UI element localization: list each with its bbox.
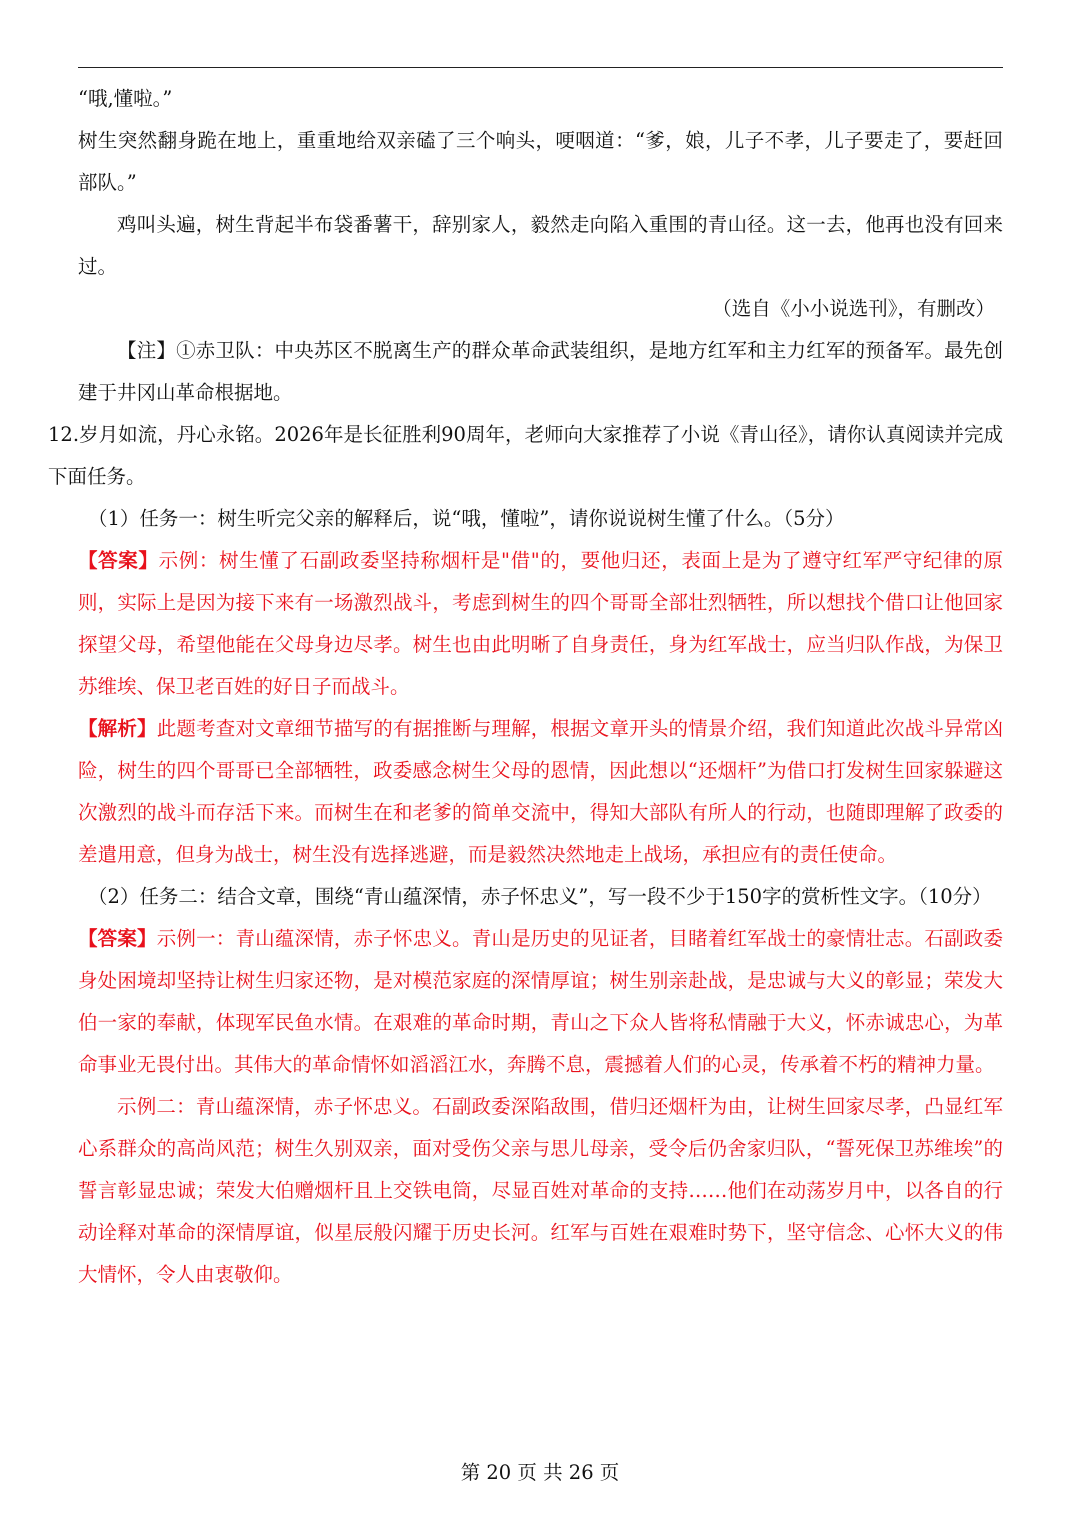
story-departure-paragraph: 鸡叫头遍，树生背起半布袋番薯干，辞别家人，毅然走向陷入重围的青山径。这一去，他再也没有回来过。: [78, 213, 1003, 278]
task-2-prompt: （2）任务二：结合文章，围绕“青山蕴深情，赤子怀忠义”，写一段不少于150字的赏析性文字。（10分）: [88, 885, 992, 908]
task-1-answer: [78, 540, 1003, 708]
page-body: [48, 78, 1003, 1296]
question-number: 12.: [48, 423, 80, 446]
story-source: （选自《小小说选刊》，有删改）: [712, 297, 995, 320]
task-2-answer-example-1: [78, 918, 1003, 1086]
task-2-answer-example-2: 示例二：青山蕴深情，赤子怀忠义。石副政委深陷敌围，借归还烟杆为由，让树生回家尽孝，凸显红军心系群众的高尚风范；树生久别双亲，面对受伤父亲与思儿母亲，受令后仍舍家归队，“誓死保卫苏维埃”的誓言彰显忠诚；荣发大伯赠烟杆且上交铁电筒，尽显百姓对革命的支持……他们在动荡岁月中，以各自的行动诠释对革命的深情厚谊，似星辰般闪耀于历史长河。红军与百姓在艰难时势下，坚守信念、心怀大义的伟大情怀，令人由衷敬仰。: [78, 1095, 1003, 1286]
story-note: 【注】①赤卫队：中央苏区不脱离生产的群众革命武装组织，是地方红军和主力红军的预备军。最先创建于井冈山革命根据地。: [78, 339, 1003, 404]
question-12: [48, 414, 1003, 498]
page-number: 第 20 页 共 26 页: [460, 1461, 620, 1484]
answer-tag: 【答案】: [78, 549, 159, 572]
analysis-tag: 【解析】: [78, 717, 157, 740]
task-1-analysis-text: 此题考查对文章细节描写的有据推断与理解，根据文章开头的情景介绍，我们知道此次战斗异常凶险，树生的四个哥哥已全部牺牲，政委感念树生父母的恩情，因此想以“还烟杆”为借口打发树生回家躲避这次激烈的战斗而存活下来。而树生在和老爹的简单交流中，得知大部队有所人的行动，也随即理解了政委的差遣用意，但身为战士，树生没有选择逃避，而是毅然决然地走上战场，承担应有的责任使命。: [78, 717, 1003, 866]
answer-tag: 【答案】: [78, 927, 157, 950]
story-kowtow-paragraph: 树生突然翻身跪在地上，重重地给双亲磕了三个响头，哽咽道：“爹，娘，儿子不孝，儿子要走了，要赶回部队。”: [78, 129, 1003, 194]
header-rule: [78, 67, 1003, 68]
task-1-prompt: （1）任务一：树生听完父亲的解释后，说“哦，懂啦”，请你说说树生懂了什么。（5分）: [88, 507, 845, 530]
task-2-example-1-text: 示例一：青山蕴深情，赤子怀忠义。青山是历史的见证者，目睹着红军战士的豪情壮志。石副政委身处困境却坚持让树生归家还物，是对模范家庭的深情厚谊；树生别亲赴战，是忠诚与大义的彰显；荣发大伯一家的奉献，体现军民鱼水情。在艰难的革命时期，青山之下众人皆将私情融于大义，怀赤诚忠心，为革命事业无畏付出。其伟大的革命情怀如滔滔江水，奔腾不息，震撼着人们的心灵，传承着不朽的精神力量。: [78, 927, 1003, 1076]
question-prompt: 岁月如流，丹心永铭。2026年是长征胜利90周年，老师向大家推荐了小说《青山径》，请你认真阅读并完成下面任务。: [48, 423, 1003, 488]
story-dialog-line: “哦,懂啦。”: [78, 87, 173, 110]
task-1-analysis: [78, 708, 1003, 876]
task-1-answer-text: 示例：树生懂了石副政委坚持称烟杆是"借"的，要他归还，表面上是为了遵守红军严守纪律的原则，实际上是因为接下来有一场激烈战斗，考虑到树生的四个哥哥全部壮烈牺牲，所以想找个借口让他回家探望父母，希望他能在父母身边尽孝。树生也由此明晰了自身责任，身为红军战士，应当归队作战，为保卫苏维埃、保卫老百姓的好日子而战斗。: [78, 549, 1003, 698]
